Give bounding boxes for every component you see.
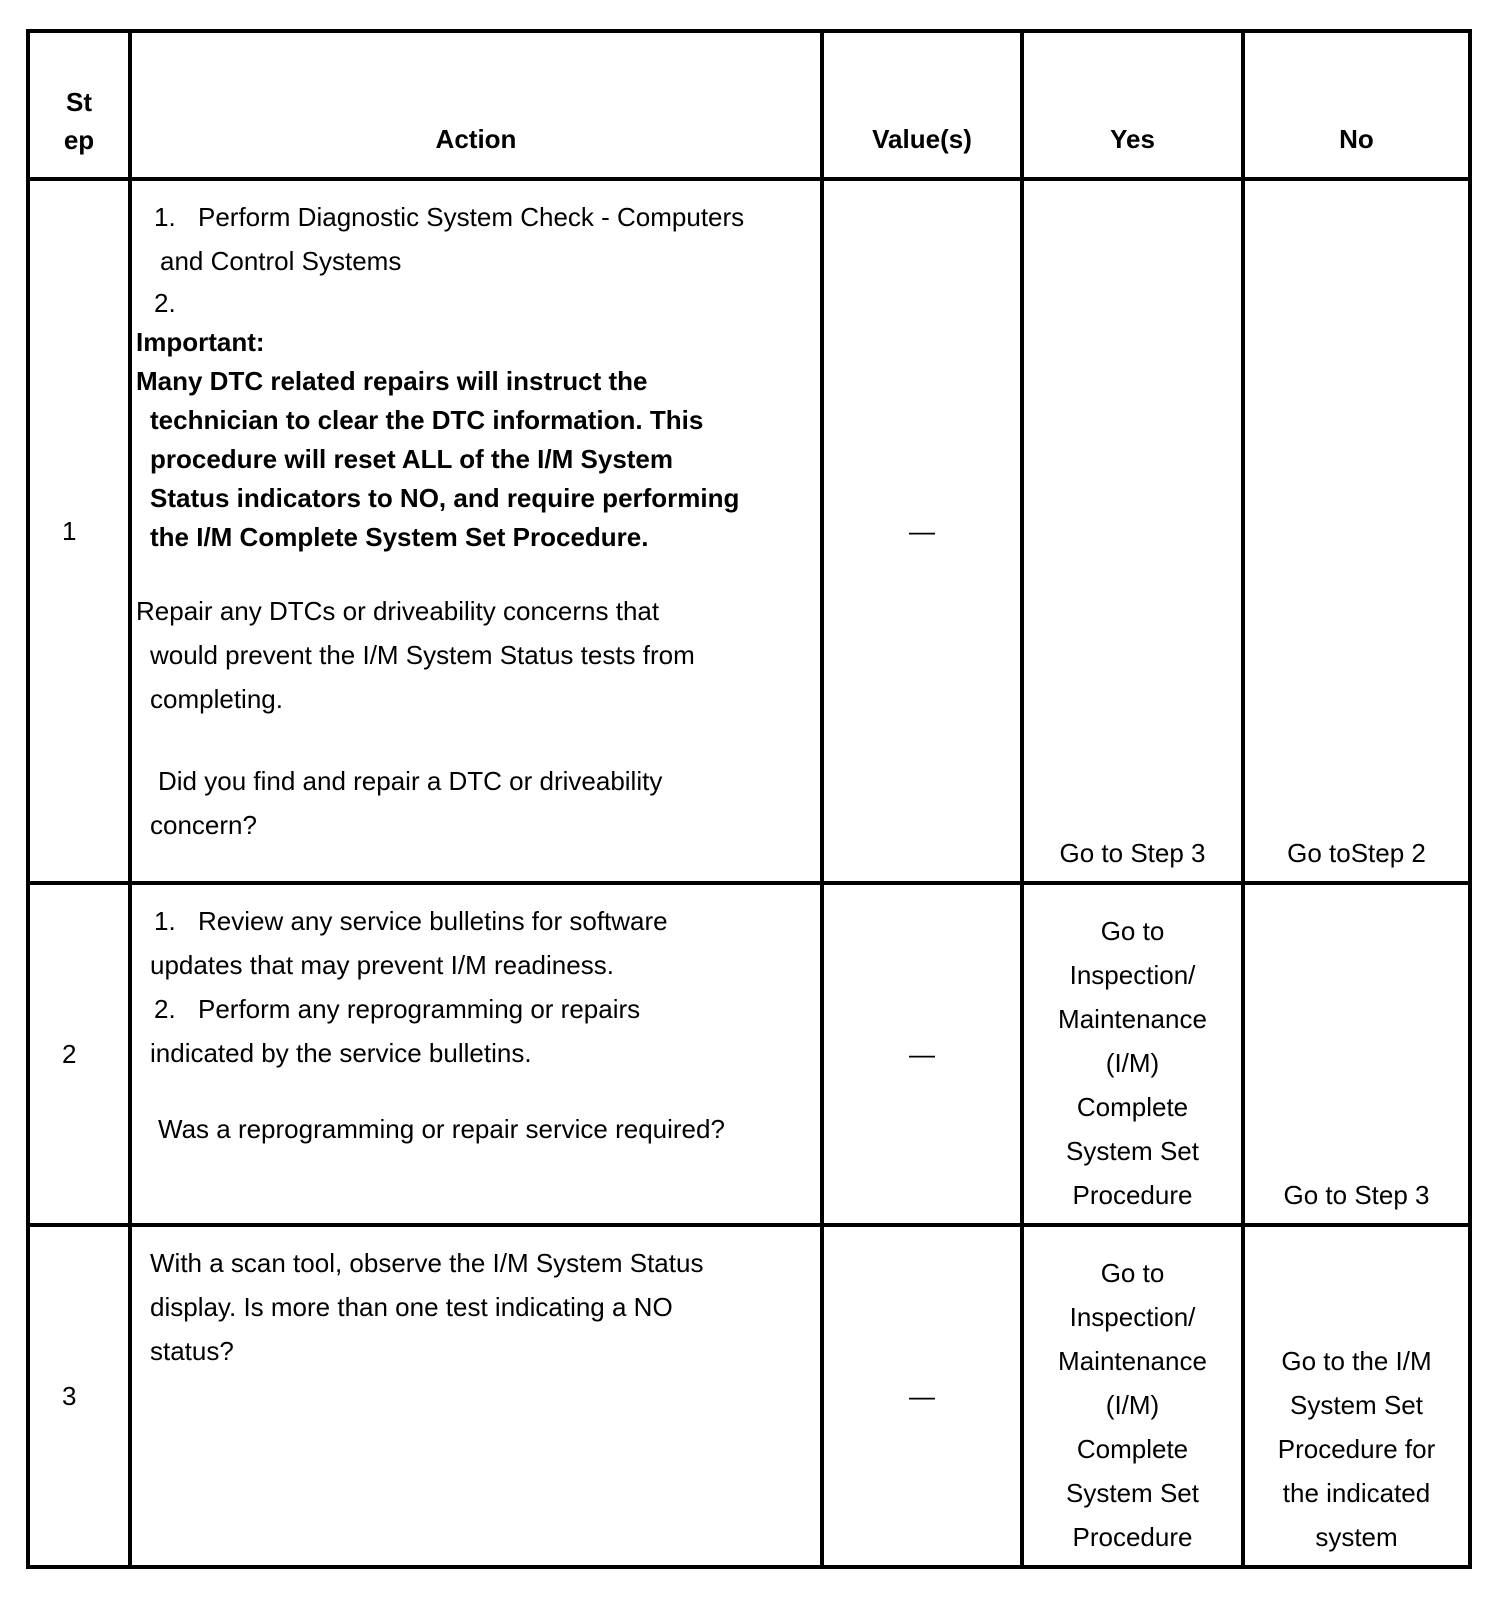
table-row [28,179,1470,883]
yes-cell: Go to Inspection/ Maintenance (I/M) Complete System Set Procedure [1022,883,1243,1225]
header-action: Action [130,31,822,179]
table-row [28,1225,1470,1567]
header-no: No [1243,31,1470,179]
step-number: 2 [28,883,130,1225]
step-number: 3 [28,1225,130,1567]
action-cell: With a scan tool, observe the I/M System Status display. Is more than one test indicating a NO status? [130,1225,822,1567]
value-cell: — [822,1225,1022,1567]
value-cell: — [822,179,1022,883]
header-yes: Yes [1022,31,1243,179]
table-row [28,883,1470,1225]
diagnostic-table [26,29,1472,1569]
no-cell: Go to Step 3 [1243,883,1470,1225]
yes-cell: Go to Inspection/ Maintenance (I/M) Complete System Set Procedure [1022,1225,1243,1567]
important-note: Important: Many DTC related repairs will instruct the technician to clear the DTC information. This procedure will reset ALL of the I/M System Status indicators to NO, and require performing the I/M Complete System Set Procedure. [136,327,740,552]
header-step: St ep [28,31,130,179]
value-cell: — [822,883,1022,1225]
yes-cell: Go to Step 3 [1022,179,1243,883]
header-row [28,31,1470,179]
no-cell: Go toStep 2 [1243,179,1470,883]
header-value: Value(s) [822,31,1022,179]
step-number: 1 [28,179,130,883]
no-cell: Go to the I/M System Set Procedure for the indicated system [1243,1225,1470,1567]
action-cell: 1. Review any service bulletins for software updates that may prevent I/M readiness. 2. Perform any reprogramming or repairs indicated by the service bulletins. Was a reprogramming or repair service required? [130,883,822,1225]
action-cell: 1. Perform Diagnostic System Check - Computers and Control Systems 2. Important: Many DTC related repairs will instruct the technician to clear the DTC information. This procedure will reset ALL of the I/M System Status indicators to NO, and require performing the I/M Complete System Set Procedure. Repair any DTCs or driveability concerns that would prevent the I/M System Status tests from completing. Did you find and repair a DTC or driveability concern? [130,179,822,883]
